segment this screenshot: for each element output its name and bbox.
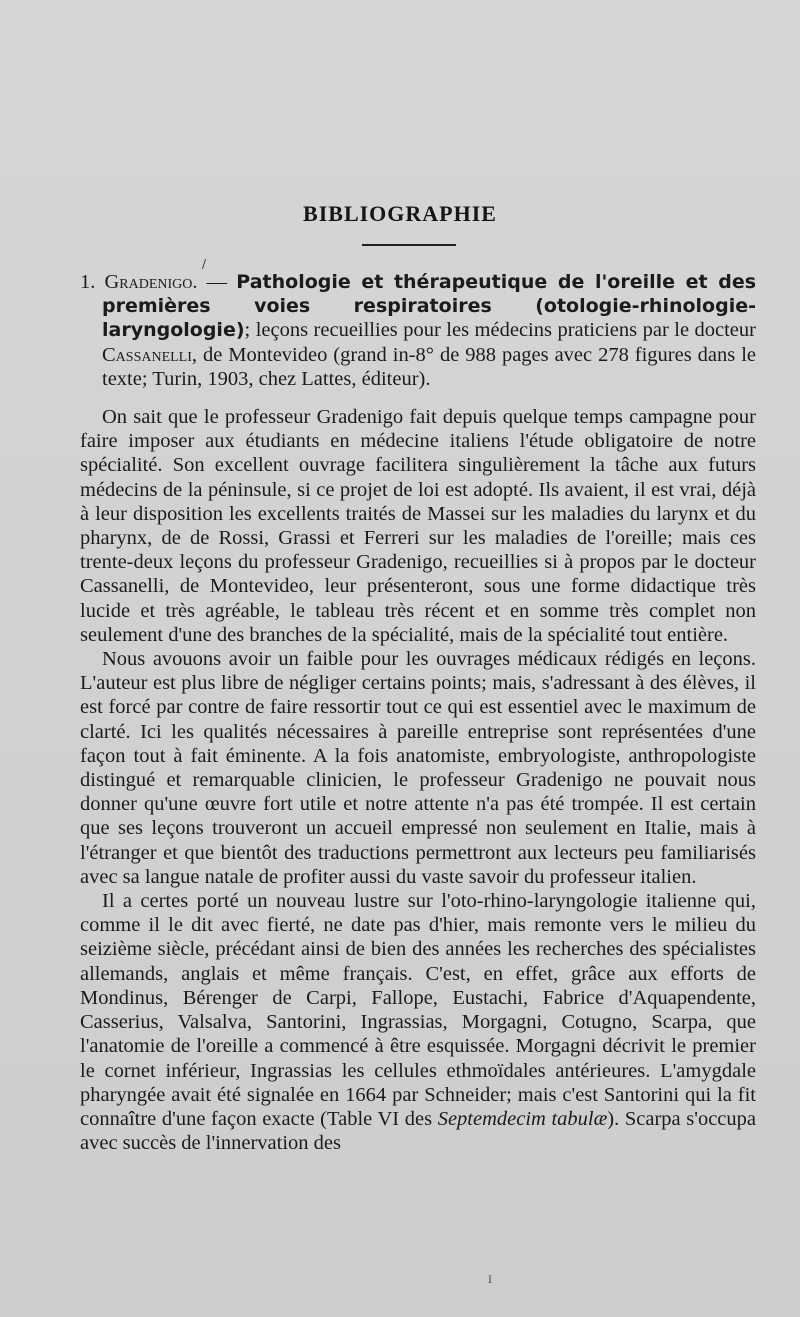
heading-rule bbox=[362, 244, 456, 246]
entry-dash: — bbox=[197, 271, 237, 293]
article-body bbox=[80, 270, 756, 1155]
page-heading: BIBLIOGRAPHIE bbox=[303, 201, 497, 226]
entry-author: Gradenigo. bbox=[104, 271, 198, 293]
entry-number: 1. bbox=[80, 271, 96, 293]
paragraph-1: On sait que le professeur Gradenigo fait depuis quelque temps campagne pour faire imposer aux étudiants en médecine italiens l'étude obligatoire de notre spécialité. Son excellent ouvrage facilitera singulièrement la tâche aux futurs médecins de la péninsule, si ce projet de loi est adopté. Ils avaient, il est vrai, déjà à leur disposition les excellents traités de Massei sur les maladies du larynx et du pharynx, de de Rossi, Grassi et Ferreri sur les maladies de l'oreille; mais ces trente-deux leçons du professeur Gradenigo, recueillies si à propos par le docteur Cassanelli, de Montevideo, leur présenteront, sous une forme didactique très lucide et très agréable, le tableau très récent et en somme très complet non seulement d'une des branches de la spécialité, mais de la spécialité tout entière. bbox=[80, 406, 756, 646]
bibliography-entry bbox=[80, 270, 756, 391]
entry-title: Pathologie et thérapeutique de l'oreille et des premières voies respiratoires (otologie-rhinologie-laryngologie) bbox=[102, 271, 757, 342]
paragraph-3-tail: ). Scarpa s'occupa avec succès de l'innervation des bbox=[80, 1107, 756, 1155]
margin-mark: / bbox=[202, 257, 207, 271]
paragraph-3-text: Il a certes porté un nouveau lustre sur l'oto-rhino-laryngologie italienne qui, comme il le dit avec fierté, ne date pas d'hier, mais remonte vers le milieu du seizième siècle, précédant ainsi de bien des années les recherches des spécialistes allemands, anglais et même français. C'est, en effet, grâce aux efforts de Mondinus, Bérenger de Carpi, Fallope, Eustachi, Fabrice d'Aquapendente, Casserius, Valsalva, Santorini, Ingrassias, Morgagni, Cotugno, Scarpa, que l'anatomie de l'oreille a commencé à être esquissée. Morgagni décrivit le premier le cornet inférieur, Ingrassias les cellules ethmoïdales antérieures. L'amygdale pharyngée avait été signalée en 1664 par Schneider; mais c'est Santorini qui la fit connaître d'une façon exacte (Table VI des bbox=[80, 890, 756, 1130]
entry-editor: Cassanelli bbox=[102, 343, 192, 366]
paragraph-3-italic: Septemdecim tabulæ bbox=[437, 1107, 608, 1130]
page-folio: I bbox=[488, 1275, 492, 1286]
paragraph-3 bbox=[80, 889, 756, 1155]
entry-rest-2: , de Montevideo (grand in-8° de 988 pages avec 278 figures dans le texte; Turin, 1903, chez Lattes, éditeur). bbox=[102, 343, 756, 390]
entry-rest-1: ; leçons recueillies pour les médecins praticiens par le docteur bbox=[244, 319, 756, 342]
paragraph-2: Nous avouons avoir un faible pour les ouvrages médicaux rédigés en leçons. L'auteur est plus libre de négliger certains points; mais, s'adressant à des élèves, il est forcé par contre de faire ressortir tout ce qui est essentiel avec le maximum de clarté. Ici les qualités nécessaires à pareille entreprise sont représentées d'une façon tout à fait éminente. A la fois anatomiste, embryologiste, anthropologiste distingué et remarquable clinicien, le professeur Gradenigo ne pouvait nous donner qu'une œuvre fort utile et notre attente n'a pas été trompée. Il est certain que ses leçons trouveront un accueil empressé non seulement en Italie, mais à l'étranger et que bientôt des traductions permettront aux lecteurs peu familiarisés avec sa langue natale de profiter aussi du vaste savoir du professeur italien. bbox=[80, 648, 756, 888]
